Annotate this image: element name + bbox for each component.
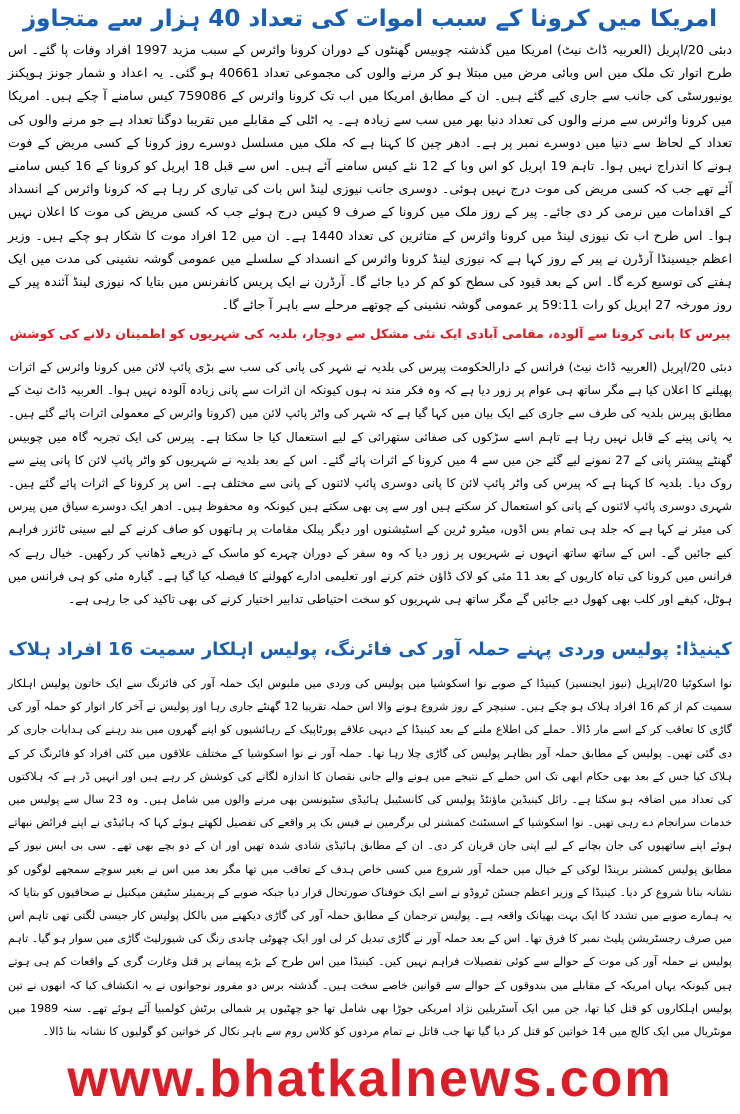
story-headline: پیرس کا پانی کرونا سے آلودہ، مقامی آبادی ایک نئی مشکل سے دوچار، بلدیہ کی شہریوں کو اطمینان دلانے کی کوشش (9, 326, 731, 341)
story-paris-water (0, 312, 740, 620)
story-body: دبئی 20/اپریل (العربیہ ڈاٹ نیٹ) امریکا میں گذشتہ چوبیس گھنٹوں کے دوران کرونا وائرس کے سبب مزید 1997 افراد وفات پا گئے۔ اس طرح اتوار تک ملک میں اس وبائی مرض میں مبتلا ہو کر مرنے والوں کی مجموعی تعداد 40661 ہو گئی۔ یہ اعداد و شمار جونز ہوپکنز یونیورسٹی کی جانب سے جاری کیے گئے ہیں۔ ان کے مطابق امریکا میں اب تک کرونا وائرس کے 759086 کیس سامنے آ چکے ہیں۔ امریکا میں کرونا وائرس سے مرنے والوں کی تعداد دنیا بھر میں سب سے زیادہ ہے۔ یہ اٹلی کے مقابلے میں تقریبا دوگنا تعداد ہے جو مرنے والوں کی تعداد کے لحاظ سے دنیا میں دوسرے نمبر پر ہے۔ ادھر چین کا کہنا ہے کہ ملک میں مسلسل دوسرے روز کرونا کے کسی مریض کے فوت ہونے کا اندراج نہیں ہوا۔ تاہم 19 اپریل کو اس وبا کے 12 نئے کیس سامنے آئے ہیں۔ اس سے قبل 18 اپریل کو کرونا کے 16 کیس سامنے آئے تھے جب کہ کسی مریض کی موت درج نہیں ہوئی۔ دوسری جانب نیوزی لینڈ اس بات کی تیاری کر رہا ہے کہ کرونا وائرس کے انسداد کے اقدامات میں نرمی کر دی جائے۔ پیر کے روز ملک میں کرونا کے صرف 9 کیس درج ہوئے جب کہ کسی مریض کی موت کا اعلان نہیں ہوا۔ اس طرح اب تک نیوزی لینڈ میں کرونا وائرس کے متاثرین کی تعداد 1440 ہے۔ ان میں 12 افراد موت کا شکار ہو چکے ہیں۔ وزیر اعظم جیسینڈا آرڈرن نے پیر کے روز کہا ہے کہ نیوزی لینڈ کرونا وائرس کے انسداد کے سلسلے میں عمومی گوشہ نشینی کی مدت میں ایک ہفتے کی توسیع کرے گا۔ اس کے بعد قیود کی سطح کو کم کر دیا جائے گا۔ آرڈرن نے ایک پریس کانفرنس میں بتایا کہ نیوزی لینڈ آئندہ پیر کے روز مورخہ 27 اپریل کو رات 59:11 پر عمومی گوشہ نشینی کے چوتھے مرحلے سے باہر آ جائے گا۔ (8, 42, 733, 313)
story-headline: کینیڈا: پولیس وردی پہنے حملہ آور کی فائرنگ، پولیس اہلکار سمیت 16 افراد ہلاک (8, 639, 732, 660)
story-us-coronavirus (0, 0, 740, 320)
story-body: نوا اسکوٹیا 20/اپریل (نیوز ایجنسیز) کینیڈا کے صوبے نوا اسکوشیا میں پولیس کی وردی میں ملبوس ایک حملہ آور کی فائرنگ سے ایک خاتون پولیس اہلکار سمیت کم از کم 16 افراد ہلاک ہو چکے ہیں۔ سنیچر کے روز شروع ہونے والا اس حملہ تقریبا 12 گھنٹے جاری رہا اور پولیس نے آخر کار اتوار کو حملہ آور کی گاڑی کا تعاقب کر کے اسے مار ڈالا۔ حملے کی اطلاع ملنے کے بعد کینیڈا کے دیہی علاقے پورٹاپیک کے رہائشیوں کو اپنے گھروں میں بند رہنے کی ہدایات جاری کر دی گئی تھیں۔ پولیس کے مطابق حملہ آور بظاہر پولیس کی گاڑی چلا رہا تھا۔ حملہ آور نے نوا اسکوشیا کے مختلف علاقوں میں کئی افراد کو فائرنگ کر کے ہلاک کیا جس کے بعد بھی حکام ابھی تک اس حملے کے نتیجے میں ہونے والے جانی نقصان کا اندازہ لگانے کی کوشش کر رہے ہیں اور انہیں ڈر ہے کہ ہلاکتوں کی تعداد میں اضافہ ہو سکتا ہے۔ رائل کینیڈین ماؤنٹڈ پولیس کی کانسٹیبل ہائیڈی سٹیونسن بھی مرنے والوں میں شامل ہیں۔ وہ 23 سال سے پولیس میں خدمات سرانجام دے رہی تھیں۔ نوا اسکوشیا کے اسسٹنٹ کمشنر لی برگرمین نے فیس بک پر واقعے کی تفصیل لکھتے ہوئے کہا کہ ہائیڈی نے اپنے فرائض نبھاتے ہوئے اپنے ساتھیوں کی جان بچانے کے لیے اپنی جان قربان کر دی۔ ان کے مطابق ہائیڈی شادی شدہ تھیں اور ان کے دو بچے بھی تھے۔ سی بی ایس نیوز کے مطابق پولیس کمشنر برینڈا لوکی کے خیال میں حملہ آور شروع میں کسی خاص ہدف کے تعاقب میں تھا مگر بعد میں اس نے بغیر سوچے سمجھے لوگوں کو نشانہ بنانا شروع کر دیا۔ کینیڈا کے وزیر اعظم جسٹن ٹروڈو نے اسے ایک خوفناک صورتحال قرار دیا جبکہ صوبے کے پریمیئر سٹیفن میکنیل نے صحافیوں کو بتایا کہ یہ ہمارے صوبے میں تشدد کا ایک بہت بھیانک واقعہ ہے۔ پولیس ترجمان کے مطابق حملہ آور کی گاڑی دیکھنے میں بالکل پولیس کار جیسی لگتی تھی تاہم اس میں صرف رجسٹریشن پلیٹ نمبر کا فرق تھا۔ اس کے بعد حملہ آور نے گاڑی تبدیل کر لی اور ایک چھوٹی چاندی رنگ کی شیورلیٹ گاڑی میں سوار ہو گیا۔ تاہم پولیس نے حملہ آور کی موت کے حوالے سے کوئی تفصیلات فراہم نہیں کیں۔ کینیڈا میں اس طرح کے بڑے پیمانے پر قتل وغارت گری کے واقعات کم ہی ہوتے ہیں کیونکہ یہاں امریکہ کے مقابلے میں بندوقوں کے حوالے سے قوانین خاصے سخت ہیں۔ گذشتہ برس دو مفرور نوجوانوں نے یہ انکشاف کیا کہ انھوں نے تین پولیس اہلکاروں کو قتل کیا تھا، جن میں ایک آسٹریلین نژاد امریکی جوڑا بھی شامل تھا جو چھٹیوں پر شمالی برٹش کولمبیا آئے ہوئے تھے۔ سنہ 1989 میں مونٹریال میں ایک کالج میں 14 خواتین کو قتل کر دیا گیا تھا جب قاتل نے تمام مردوں کو کلاس روم سے باہر نکال کر خواتین کو گولیوں کا نشانہ بنا ڈالا۔ (8, 677, 732, 1039)
story-headline: امریکا میں کرونا کے سبب اموات کی تعداد 40 ہزار سے متجاوز (22, 6, 718, 32)
site-watermark: www.bhatkalnews.com (67, 1050, 673, 1108)
story-canada-shooting (0, 628, 740, 1046)
story-body: دبئی 20/اپریل (العربیہ ڈاٹ نیٹ) فرانس کے دارالحکومت پیرس کی بلدیہ نے شہر کی پانی کی سب سے بڑی پائپ لائن میں کرونا وائرس کے اثرات پھیلنے کا اعلان کیا ہے مگر ساتھ ہی عوام پر زور دیا ہے کہ وہ فکر مند نہ ہوں کیونکہ ان اثرات سے پانی زیادہ آلودہ نہیں ہوا۔ العربیہ ڈاٹ نیٹ کے مطابق پیرس بلدیہ کی طرف سے جاری کیے ایک بیان میں کہا گیا ہے کہ شہر کی واٹر پائپ لائن میں (کرونا وائرس کے معمولی اثرات پائے گئے ہیں۔ یہ پانی پینے کے قابل نہیں رہا ہے تاہم اسے سڑکوں کی صفائی ستھرائی کے لیے استعمال کیا جا سکتا ہے۔ پیرس کی ایک تجربہ گاہ میں چوبیس گھنٹے پیشتر پانی کے 27 نمونے لیے گئے جن میں سے 4 میں کرونا کے اثرات پائے گئے۔ اس کے بعد بلدیہ نے شہریوں کو واٹر پائپ لائن کا پانی پینے سے روک دیا۔ بلدیہ کا کہنا ہے کہ پیرس کی واٹر پائپ لائن کا پانی دوسری پائپ لائنوں کے پانی سے مختلف ہے۔ اس پر کرونا کے اثرات پائے گئے ہیں۔ شہری دوسری پائپ لائنوں کے پانی کو استعمال کر سکتے ہیں اور سے پی بھی سکتے ہیں کیونکہ وہ محفوظ ہیں۔ ادھر ایک دوسرے سیاق میں پیرس کی میئر نے کہا ہے کہ جلد ہی تمام بس اڈوں، میٹرو ٹرین کے اسٹیشنوں اور دیگر پبلک مقامات پر ہاتھوں کو صاف کرنے کے لیے سینی ٹائزر فراہم کیے جائیں گے۔ اس کے ساتھ ساتھ انہوں نے شہریوں پر زور دیا کہ وہ سفر کے دوران چہرے کو ماسک کے ذریعے ڈھانپ کر رکھیں۔ خیال رہے کہ فرانس میں کرونا کی تباہ کاریوں کے بعد 11 مئی کو لاک ڈاؤن ختم کرنے اور تعلیمی ادارے کھولنے کا فیصلہ کیا گیا ہے۔ گیارہ مئی کو ہی فرانس میں ہوٹل، کیفے اور کلب بھی کھول دیے جائیں گے مگر ساتھ ہی شہریوں کو سخت احتیاطی تدابیر اختیار کرنے کی بھی تاکید کی جا رہی ہے۔ (8, 360, 733, 607)
